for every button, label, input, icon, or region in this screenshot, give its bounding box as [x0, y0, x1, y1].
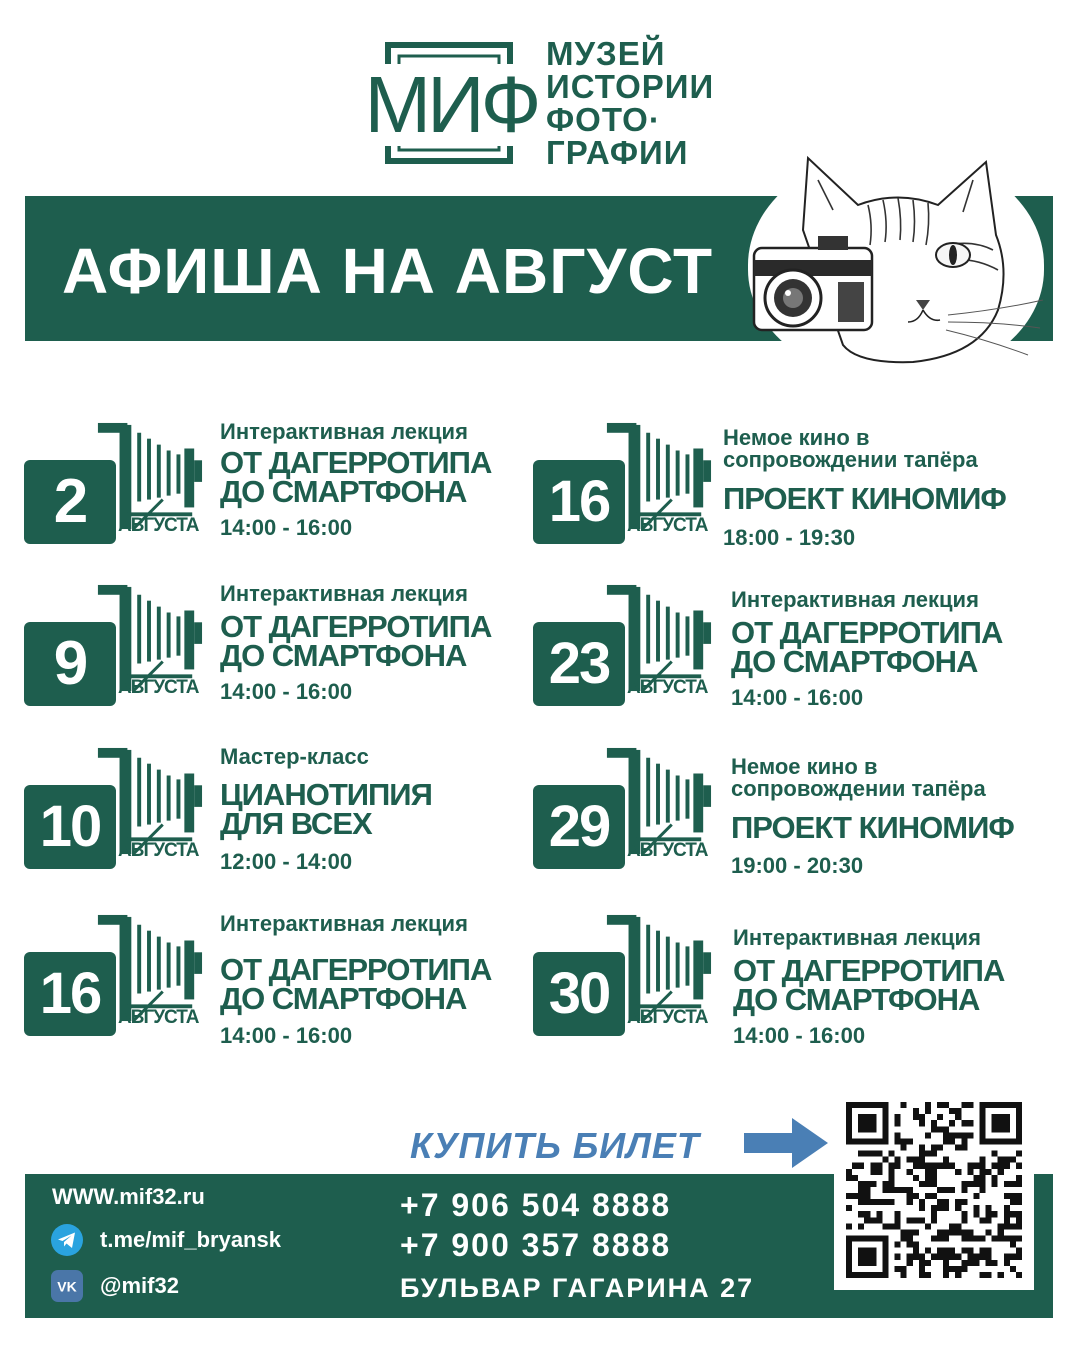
logo-line: ИСТОРИИ [546, 68, 715, 105]
event-type-line: сопровождении тапёра [723, 447, 978, 472]
event-card [24, 745, 534, 880]
event-type: Интерактивная лекция [220, 581, 468, 606]
event-title-line: ОТ ДАГЕРРОТИПА [220, 445, 492, 480]
event-card [24, 420, 534, 555]
logo-mark: МИФ [356, 64, 546, 146]
date-badge: 9 [24, 622, 116, 706]
event-card [24, 582, 534, 717]
telegram-icon [50, 1223, 84, 1257]
arrow-right-icon [744, 1118, 828, 1168]
event-title-line: ДЛЯ ВСЕХ [220, 806, 372, 841]
address: БУЛЬВАР ГАГАРИНА 27 [400, 1273, 755, 1303]
event-title-line: ДО СМАРТФОНА [220, 474, 467, 509]
phone-number[interactable]: +7 906 504 8888 [400, 1187, 672, 1223]
event-type: Интерактивная лекция [733, 925, 981, 950]
event-time: 14:00 - 16:00 [731, 685, 864, 710]
event-card [533, 745, 1043, 880]
month-label: АВГУСТА [627, 515, 708, 536]
event-title-line: ЦИАНОТИПИЯ [220, 777, 432, 812]
event-time: 14:00 - 16:00 [220, 1023, 353, 1048]
qr-code[interactable] [846, 1102, 1022, 1278]
telegram-link[interactable]: t.me/mif_bryansk [100, 1227, 281, 1252]
event-title-line: ДО СМАРТФОНА [220, 638, 467, 673]
vk-link[interactable]: @mif32 [100, 1273, 179, 1298]
event-title-line: ОТ ДАГЕРРОТИПА [220, 952, 492, 987]
vk-row[interactable] [50, 1268, 179, 1304]
date-badge: 10 [24, 785, 116, 869]
date-badge: 2 [24, 460, 116, 544]
event-title-line: ПРОЕКТ КИНОМИФ [723, 481, 1006, 516]
telegram-row[interactable] [50, 1222, 281, 1258]
event-time: 12:00 - 14:00 [220, 849, 353, 874]
date-badge: 23 [533, 622, 625, 706]
buy-ticket-link[interactable]: КУПИТЬ БИЛЕТ [410, 1125, 700, 1166]
event-type: Интерактивная лекция [220, 911, 468, 936]
event-title-line: ОТ ДАГЕРРОТИПА [220, 609, 492, 644]
event-title-line: ДО СМАРТФОНА [220, 981, 467, 1016]
event-time: 14:00 - 16:00 [220, 679, 353, 704]
date-badge: 29 [533, 785, 625, 869]
event-title-line: ДО СМАРТФОНА [733, 982, 980, 1017]
month-label: АВГУСТА [627, 677, 708, 698]
month-label: АВГУСТА [627, 840, 708, 861]
cat-with-camera-illustration [748, 150, 1048, 375]
event-time: 14:00 - 16:00 [220, 515, 353, 540]
logo-line: ФОТО· [546, 101, 661, 138]
logo-line: МУЗЕЙ [546, 35, 666, 72]
event-time: 18:00 - 19:30 [723, 525, 856, 550]
event-type: Мастер-класс [220, 744, 369, 769]
logo-line: ГРАФИИ [546, 134, 689, 171]
event-card [533, 420, 1043, 555]
date-badge: 16 [533, 460, 625, 544]
event-type-line: Немое кино в [723, 425, 870, 450]
website-link[interactable]: WWW.mif32.ru [52, 1184, 205, 1209]
event-type-line: сопровождении тапёра [731, 776, 986, 801]
svg-text:VK: VK [57, 1278, 77, 1295]
vk-icon [50, 1269, 84, 1303]
event-time: 19:00 - 20:30 [731, 853, 864, 878]
month-label: АВГУСТА [118, 840, 199, 861]
event-title-line: ДО СМАРТФОНА [731, 644, 978, 679]
event-type: Интерактивная лекция [220, 419, 468, 444]
event-card [533, 912, 1043, 1047]
event-title-line: ОТ ДАГЕРРОТИПА [731, 615, 1003, 650]
event-type: Интерактивная лекция [731, 587, 979, 612]
date-badge: 16 [24, 952, 116, 1036]
month-label: АВГУСТА [627, 1007, 708, 1028]
month-label: АВГУСТА [118, 1007, 199, 1028]
phone-number[interactable]: +7 900 357 8888 [400, 1227, 672, 1263]
event-type-line: Немое кино в [731, 754, 878, 779]
month-label: АВГУСТА [118, 515, 199, 536]
event-title-line: ОТ ДАГЕРРОТИПА [733, 953, 1005, 988]
month-label: АВГУСТА [118, 677, 199, 698]
event-card [533, 582, 1043, 717]
logo-text [546, 37, 746, 169]
event-time: 14:00 - 16:00 [733, 1023, 866, 1048]
event-title-line: ПРОЕКТ КИНОМИФ [731, 810, 1014, 845]
date-badge: 30 [533, 952, 625, 1036]
event-card [24, 912, 534, 1047]
banner-title: АФИША НА АВГУСТ [62, 235, 714, 307]
